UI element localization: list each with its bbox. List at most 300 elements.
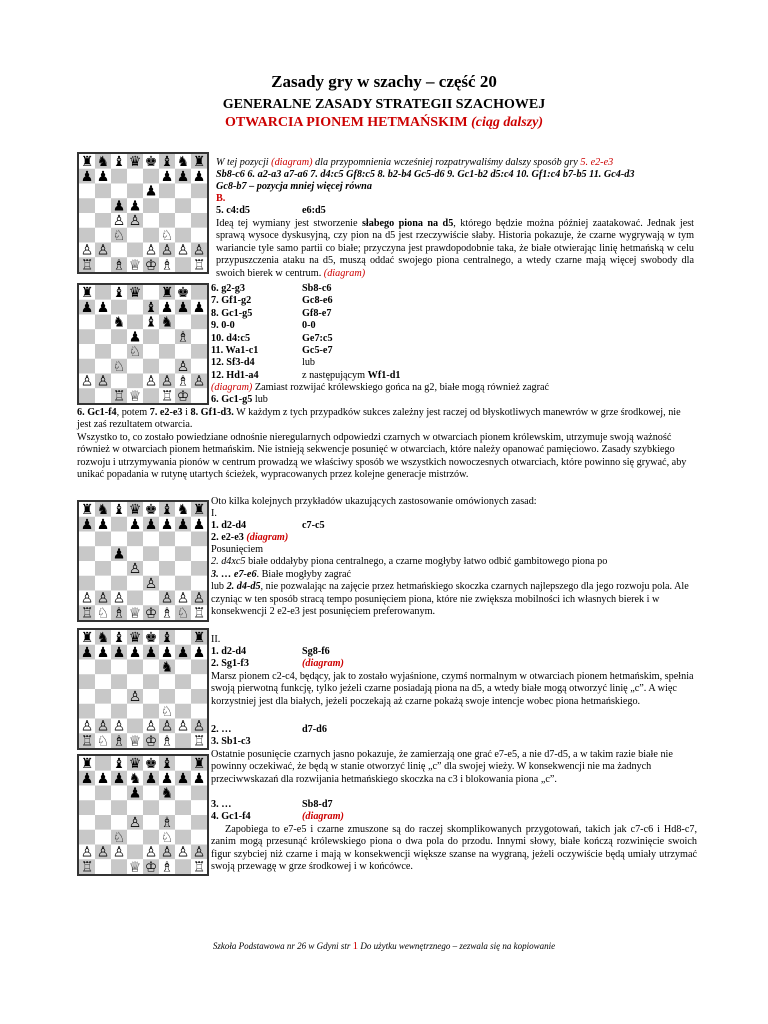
board-square xyxy=(175,830,191,845)
board-square xyxy=(143,344,159,359)
black-pawn-icon: ♟ xyxy=(160,644,174,661)
board-square xyxy=(95,285,111,300)
board-square xyxy=(143,815,159,830)
white-knight-icon: ♘ xyxy=(112,829,126,846)
white-pawn-icon: ♙ xyxy=(80,242,94,259)
black-knight-icon: ♞ xyxy=(160,785,174,802)
black-queen-icon: ♛ xyxy=(128,502,142,519)
black-pawn-icon: ♟ xyxy=(160,516,174,533)
black-pawn-icon: ♟ xyxy=(80,299,94,316)
black-pawn-icon: ♟ xyxy=(96,168,110,185)
black-rook-icon: ♜ xyxy=(192,502,206,519)
board-square xyxy=(95,756,111,771)
ex1-text: Posunięciem 2. d4xc5 białe oddałyby piona centralnego, a czarne mogłyby łatwo odbić gambitowego piona po 3. … e7-e6. Białe mogłyby zagrać lub 2. d4-d5, nie pozwalając na zajęcie przez hetmańskiego skoczka czarnych najlepszego dla jego rozwoju pola. Ale czyniąc w ten sposób stracą tempo posunięciem piona, które nie zwiększa mobilności ich własnych bierek i w konsekwencji 2 e2-e3 jest posunięciem preferowanym. xyxy=(211,544,689,618)
board-square xyxy=(191,388,207,403)
board-square xyxy=(191,561,207,576)
white-bishop-icon: ♗ xyxy=(112,257,126,272)
black-bishop-icon: ♝ xyxy=(112,630,126,647)
board-square xyxy=(127,315,143,330)
board-square xyxy=(143,213,159,228)
white-pawn-icon: ♙ xyxy=(192,718,206,735)
white-rook-icon: ♖ xyxy=(80,605,94,620)
board-square xyxy=(95,213,111,228)
black-pawn-icon: ♟ xyxy=(192,644,206,661)
black-pawn-icon: ♟ xyxy=(144,183,158,200)
black-bishop-icon: ♝ xyxy=(112,502,126,519)
black-queen-icon: ♛ xyxy=(128,756,142,773)
white-pawn-icon: ♙ xyxy=(80,844,94,861)
ex2-move-2-dots: 2. … xyxy=(211,724,232,735)
board-square xyxy=(111,169,127,184)
black-bishop-icon: ♝ xyxy=(160,154,174,171)
board-square xyxy=(159,344,175,359)
board-square xyxy=(143,800,159,815)
white-pawn-icon: ♙ xyxy=(192,242,206,259)
move-white: 6. g2-g3 xyxy=(211,283,245,294)
board-square xyxy=(95,704,111,719)
move-5-black: e6:d5 xyxy=(302,205,326,216)
board-square xyxy=(79,359,95,374)
board-square xyxy=(143,704,159,719)
white-knight-icon: ♘ xyxy=(176,605,190,620)
board-square xyxy=(191,786,207,801)
board-square xyxy=(111,859,127,874)
black-queen-icon: ♛ xyxy=(128,285,142,302)
white-rook-icon: ♖ xyxy=(80,257,94,272)
board-square xyxy=(127,228,143,243)
board-square xyxy=(159,576,175,591)
board-square xyxy=(191,315,207,330)
board-square xyxy=(111,517,127,532)
board-square xyxy=(175,689,191,704)
examples-intro: Oto kilka kolejnych przykładów ukazujących zastosowanie omówionych zasad: xyxy=(211,496,537,507)
board-square xyxy=(159,198,175,213)
black-pawn-icon: ♟ xyxy=(144,516,158,533)
board-square xyxy=(95,859,111,874)
white-knight-icon: ♘ xyxy=(112,358,126,375)
board-square xyxy=(95,388,111,403)
black-pawn-icon: ♟ xyxy=(80,516,94,533)
board-svg xyxy=(79,630,207,748)
black-rook-icon: ♜ xyxy=(80,154,94,171)
board-square xyxy=(143,591,159,606)
board-square xyxy=(191,184,207,199)
board-square xyxy=(191,546,207,561)
move-12-alt-black: z następującym Wf1-d1 xyxy=(302,370,401,381)
white-rook-icon: ♖ xyxy=(192,733,206,748)
white-pawn-icon: ♙ xyxy=(112,718,126,735)
move-12-alt-white: 12. Hd1-a4 xyxy=(211,370,259,381)
black-pawn-icon: ♟ xyxy=(96,299,110,316)
board-square xyxy=(79,576,95,591)
board-square xyxy=(95,344,111,359)
board-square xyxy=(191,660,207,675)
board-square xyxy=(159,184,175,199)
white-king-icon: ♔ xyxy=(176,388,190,403)
board-square xyxy=(175,859,191,874)
black-rook-icon: ♜ xyxy=(80,502,94,519)
black-pawn-icon: ♟ xyxy=(80,644,94,661)
board-square xyxy=(191,285,207,300)
board-square xyxy=(143,359,159,374)
board-square xyxy=(127,591,143,606)
white-pawn-icon: ♙ xyxy=(160,844,174,861)
move-black: 0-0 xyxy=(302,320,316,332)
board-square xyxy=(191,532,207,547)
board-square xyxy=(79,213,95,228)
white-pawn-icon: ♙ xyxy=(96,590,110,607)
board-square xyxy=(127,300,143,315)
white-pawn-icon: ♙ xyxy=(144,575,158,592)
variant-label: B. xyxy=(216,193,226,204)
white-queen-icon: ♕ xyxy=(128,733,142,748)
white-rook-icon: ♖ xyxy=(192,605,206,620)
board-square xyxy=(159,329,175,344)
black-bishop-icon: ♝ xyxy=(160,630,174,647)
board-svg xyxy=(79,154,207,272)
black-pawn-icon: ♟ xyxy=(112,770,126,787)
board-square xyxy=(175,800,191,815)
board-square xyxy=(95,660,111,675)
board-square xyxy=(175,184,191,199)
board-square xyxy=(191,213,207,228)
white-pawn-icon: ♙ xyxy=(144,844,158,861)
board-square xyxy=(111,704,127,719)
white-bishop-icon: ♗ xyxy=(112,605,126,620)
white-pawn-icon: ♙ xyxy=(96,844,110,861)
white-rook-icon: ♖ xyxy=(160,388,174,403)
board-square xyxy=(79,228,95,243)
board-square xyxy=(143,169,159,184)
black-rook-icon: ♜ xyxy=(192,154,206,171)
board-square xyxy=(95,329,111,344)
ex2-paragraph-3: Zapobiega to e7-e5 i czarne zmuszone są do raczej skomplikowanych przygotowań, takich jak c7-c6 i Hd8-c7, zanim mogą przesunąć królewskiego piona o dwa pola do przodu. Innymi słowy, białe kończą rozwinięcie swoich figur szybciej niż czarne i mają w konsekwencji większe szanse na wygraną, jeżeli oczywiście będą umiały utrzymać swoją przewagę w grze środkowej i w końcówce. xyxy=(211,824,697,873)
black-pawn-icon: ♟ xyxy=(96,516,110,533)
white-pawn-icon: ♙ xyxy=(128,561,142,578)
white-rook-icon: ♖ xyxy=(192,859,206,874)
paragraph-weak-pawn: Ideą tej wymiany jest stworzenie słabego piona na d5, którego będzie można później zaatakować. Jednak jest sprawą wysoce dyskusyjną, czy pion na d5 jest rzeczywiście słaby. Historia pokazuje, że czarne wygrywają w tym wariancie tyle samo partii co białe; przyczyna jest prawdopodobnie taka, że białe otwierając linię hetmańską w celu przypuszczenia ataku na d5, muszą oddać swojego piona centralnego, a wtedy czarne mają więcej swobody dla swoich bierek w centrum. (diagram) xyxy=(216,218,695,279)
black-rook-icon: ♜ xyxy=(80,630,94,647)
white-bishop-icon: ♗ xyxy=(160,733,174,748)
board-square xyxy=(175,815,191,830)
board-square xyxy=(191,674,207,689)
black-bishop-icon: ♝ xyxy=(112,756,126,773)
white-king-icon: ♔ xyxy=(144,733,158,748)
board-square xyxy=(127,719,143,734)
chess-diagram-2 xyxy=(77,283,209,405)
board-square xyxy=(95,830,111,845)
black-knight-icon: ♞ xyxy=(96,630,110,647)
board-square xyxy=(143,388,159,403)
board-square xyxy=(127,546,143,561)
ex2-paragraph-1: Marsz pionem c2-c4, będący, jak to zostało wyjaśnione, czymś normalnym w otwarciach pionem hetmańskim, spełnia swoją pierwotną funkcję, tylko jeżeli czarne posiadają piona na d5, a wtedy białe mogą otworzyć linię „c”. A więc korzystniej jest dla białych, jeżeli poczekają aż czarne pokażą swoje intencje wobec piona hetmańskiego. xyxy=(211,671,694,707)
board-svg xyxy=(79,756,207,874)
black-pawn-icon: ♟ xyxy=(112,198,126,215)
white-pawn-icon: ♙ xyxy=(144,718,158,735)
summary-paragraph: Wszystko to, co zostało powiedziane odnośnie nieregularnych odpowiedzi czarnych w otwarciach pionem królewskim, utrzymuje swoją ważność również w otwarciach pionem hetmańskim. Nie istnieją sekwencje posunięć w otwarciach, które należy opanować pamięciowo. Zasady szybkiego rozwoju i utrzymywania pionów w centrum prowadzą we właściwy sposób we wszystkich nowoczesnych otwarciach, które powinno się grywać, aby unikać popadania w rutynę utartych ścieżek, wypracowanych przez kolejne generacje mistrzów. xyxy=(77,432,687,481)
black-pawn-icon: ♟ xyxy=(176,516,190,533)
black-knight-icon: ♞ xyxy=(176,502,190,519)
board-square xyxy=(79,786,95,801)
board-square xyxy=(79,674,95,689)
ex2-move-1-black: Sg8-f6 xyxy=(302,646,330,657)
black-knight-icon: ♞ xyxy=(160,659,174,676)
black-pawn-icon: ♟ xyxy=(176,770,190,787)
board-square xyxy=(95,184,111,199)
board-square xyxy=(111,800,127,815)
board-square xyxy=(127,374,143,389)
white-pawn-icon: ♙ xyxy=(80,718,94,735)
white-pawn-icon: ♙ xyxy=(192,844,206,861)
move-black: Ge7:c5 xyxy=(302,332,333,344)
black-pawn-icon: ♟ xyxy=(80,168,94,185)
white-pawn-icon: ♙ xyxy=(176,242,190,259)
board-square xyxy=(191,800,207,815)
black-pawn-icon: ♟ xyxy=(176,644,190,661)
board-square xyxy=(143,329,159,344)
board-square xyxy=(191,329,207,344)
white-knight-icon: ♘ xyxy=(112,227,126,244)
white-pawn-icon: ♙ xyxy=(96,718,110,735)
board-square xyxy=(79,704,95,719)
black-pawn-icon: ♟ xyxy=(96,644,110,661)
white-queen-icon: ♕ xyxy=(128,257,142,272)
board-square xyxy=(111,329,127,344)
ex2-move-4-white: 4. Gc1-f4 xyxy=(211,811,251,822)
board-square xyxy=(127,532,143,547)
white-king-icon: ♔ xyxy=(144,605,158,620)
intro-text: W tej pozycji (diagram) dla przypomnienia wcześniej rozpatrywaliśmy dalszy sposób gry 5. e2-e3 xyxy=(216,157,614,168)
board-square xyxy=(175,213,191,228)
black-bishop-icon: ♝ xyxy=(160,502,174,519)
black-knight-icon: ♞ xyxy=(128,770,142,787)
white-bishop-icon: ♗ xyxy=(160,257,174,272)
board-square xyxy=(175,198,191,213)
board-square xyxy=(159,546,175,561)
board-square xyxy=(111,374,127,389)
variation-line: Sb8-c6 6. a2-a3 a7-a6 7. d4:c5 Gf8:c5 8. b2-b4 Gc5-d6 9. Gc1-b2 d5:c4 10. Gf1:c4 b7-b5 11. Gc4-d3 xyxy=(216,169,635,180)
board-square xyxy=(191,228,207,243)
board-square xyxy=(111,561,127,576)
white-pawn-icon: ♙ xyxy=(176,844,190,861)
section-paren: (ciąg dalszy) xyxy=(471,115,544,130)
board-square xyxy=(175,674,191,689)
board-square xyxy=(175,786,191,801)
board-square xyxy=(95,198,111,213)
board-square xyxy=(111,532,127,547)
alt-development-text: (diagram) Zamiast rozwijać królewskiego gońca na g2, białe mogą również zagrać xyxy=(211,382,550,393)
ex2-diagram-ref: (diagram) xyxy=(302,658,344,669)
black-pawn-icon: ♟ xyxy=(176,299,190,316)
white-pawn-icon: ♙ xyxy=(112,844,126,861)
white-knight-icon: ♘ xyxy=(96,605,110,620)
board-square xyxy=(143,561,159,576)
move-black: Gf8-e7 xyxy=(302,307,332,319)
black-king-icon: ♚ xyxy=(144,756,158,773)
white-bishop-icon: ♗ xyxy=(160,815,174,832)
white-pawn-icon: ♙ xyxy=(112,590,126,607)
board-square xyxy=(95,815,111,830)
example-2-number: II. xyxy=(211,634,221,645)
move-white: 10. d4:c5 xyxy=(211,332,251,344)
white-pawn-icon: ♙ xyxy=(160,590,174,607)
white-queen-icon: ♕ xyxy=(128,859,142,874)
board-square xyxy=(79,315,95,330)
black-pawn-icon: ♟ xyxy=(80,770,94,787)
ex1-move-1-black: c7-c5 xyxy=(302,520,325,531)
board-square xyxy=(111,576,127,591)
black-pawn-icon: ♟ xyxy=(96,770,110,787)
ex2-move-2-white: 2. Sg1-f3 xyxy=(211,658,249,669)
board-square xyxy=(143,532,159,547)
board-square xyxy=(159,359,175,374)
board-square xyxy=(95,257,111,272)
black-rook-icon: ♜ xyxy=(192,756,206,773)
ex2-move-3-white: 3. Sb1-c3 xyxy=(211,736,251,747)
black-knight-icon: ♞ xyxy=(112,314,126,331)
board-square xyxy=(159,800,175,815)
white-bishop-icon: ♗ xyxy=(160,605,174,620)
board-square xyxy=(95,576,111,591)
black-pawn-icon: ♟ xyxy=(160,770,174,787)
board-square xyxy=(175,546,191,561)
move-white: 12. Sf3-d4 xyxy=(211,357,255,369)
board-square xyxy=(111,660,127,675)
white-pawn-icon: ♙ xyxy=(160,373,174,390)
white-pawn-icon: ♙ xyxy=(128,213,142,230)
white-pawn-icon: ♙ xyxy=(176,590,190,607)
white-bishop-icon: ♗ xyxy=(176,329,190,346)
board-square xyxy=(191,689,207,704)
move-white: 9. 0-0 xyxy=(211,320,235,332)
black-pawn-icon: ♟ xyxy=(112,546,126,563)
white-king-icon: ♔ xyxy=(144,859,158,874)
white-pawn-icon: ♙ xyxy=(144,373,158,390)
board-square xyxy=(175,704,191,719)
black-rook-icon: ♜ xyxy=(80,285,94,302)
board-square xyxy=(79,689,95,704)
white-pawn-icon: ♙ xyxy=(176,358,190,375)
black-rook-icon: ♜ xyxy=(160,285,174,302)
move-5-white: 5. c4:d5 xyxy=(216,205,250,216)
board-square xyxy=(127,184,143,199)
white-pawn-icon: ♙ xyxy=(128,815,142,832)
white-king-icon: ♔ xyxy=(144,257,158,272)
white-pawn-icon: ♙ xyxy=(144,242,158,259)
black-king-icon: ♚ xyxy=(144,630,158,647)
board-square xyxy=(79,184,95,199)
board-square xyxy=(191,830,207,845)
board-square xyxy=(143,830,159,845)
board-square xyxy=(159,561,175,576)
white-knight-icon: ♘ xyxy=(160,829,174,846)
white-bishop-icon: ♗ xyxy=(176,373,190,390)
black-pawn-icon: ♟ xyxy=(128,198,142,215)
board-square xyxy=(79,546,95,561)
board-square xyxy=(143,198,159,213)
black-knight-icon: ♞ xyxy=(160,314,174,331)
board-square xyxy=(159,674,175,689)
board-square xyxy=(175,315,191,330)
board-square xyxy=(95,561,111,576)
board-square xyxy=(127,243,143,258)
board-square xyxy=(175,576,191,591)
board-square xyxy=(159,532,175,547)
board-square xyxy=(79,561,95,576)
board-square xyxy=(127,704,143,719)
black-pawn-icon: ♟ xyxy=(112,644,126,661)
board-square xyxy=(175,532,191,547)
white-pawn-icon: ♙ xyxy=(96,242,110,259)
black-king-icon: ♚ xyxy=(176,285,190,302)
section-name: OTWARCIA PIONEM HETMAŃSKIM xyxy=(224,115,468,130)
board-svg xyxy=(79,502,207,620)
board-square xyxy=(95,546,111,561)
black-knight-icon: ♞ xyxy=(176,154,190,171)
ex2-move-3-black: Sb8-d7 xyxy=(302,799,333,810)
board-square xyxy=(191,344,207,359)
ex2-diagram-ref-2: (diagram) xyxy=(302,811,344,822)
board-square xyxy=(175,756,191,771)
alt-moves-paragraph: 6. Gc1-f4, potem 7. e2-e3 i 8. Gf1-d3. W każdym z tych przypadków sukces zależny jest raczej od błyskotliwych manewrów w grze środkowej, nie jest zaś rezultatem otwarcia. xyxy=(77,407,681,431)
board-square xyxy=(175,561,191,576)
board-square xyxy=(143,660,159,675)
black-knight-icon: ♞ xyxy=(96,154,110,171)
move-black: Gc5-e7 xyxy=(302,345,333,356)
ex2-move-2-black: d7-d6 xyxy=(302,724,327,735)
black-bishop-icon: ♝ xyxy=(144,314,158,331)
board-square xyxy=(79,329,95,344)
board-square xyxy=(127,845,143,860)
board-square xyxy=(127,576,143,591)
board-square xyxy=(111,243,127,258)
board-square xyxy=(79,388,95,403)
black-pawn-icon: ♟ xyxy=(160,299,174,316)
white-knight-icon: ♘ xyxy=(160,227,174,244)
move-6-alt: 6. Gc1-g5 lub xyxy=(211,394,268,405)
black-pawn-icon: ♟ xyxy=(192,168,206,185)
board-square xyxy=(175,228,191,243)
white-pawn-icon: ♙ xyxy=(192,590,206,607)
black-pawn-icon: ♟ xyxy=(176,168,190,185)
white-pawn-icon: ♙ xyxy=(96,373,110,390)
black-pawn-icon: ♟ xyxy=(144,644,158,661)
board-square xyxy=(191,576,207,591)
footer: Szkoła Podstawowa nr 26 w Gdyni str 1 Do użytku wewnętrznego – zezwala się na kopiowanie xyxy=(212,940,556,952)
board-square xyxy=(79,344,95,359)
white-pawn-icon: ♙ xyxy=(160,242,174,259)
board-svg xyxy=(79,285,207,403)
black-pawn-icon: ♟ xyxy=(128,785,142,802)
ex1-move-1-white: 1. d2-d4 xyxy=(211,520,247,531)
move-white: 7. Gf1-g2 xyxy=(211,295,252,307)
chess-diagram-4 xyxy=(77,628,209,750)
board-square xyxy=(143,674,159,689)
black-queen-icon: ♛ xyxy=(128,154,142,171)
black-knight-icon: ♞ xyxy=(96,502,110,519)
board-square xyxy=(143,546,159,561)
black-pawn-icon: ♟ xyxy=(192,770,206,787)
board-square xyxy=(143,285,159,300)
black-king-icon: ♚ xyxy=(144,154,158,171)
black-pawn-icon: ♟ xyxy=(192,516,206,533)
variation-line-end: Gc8-b7 – pozycja mniej więcej równa xyxy=(216,181,372,192)
board-square xyxy=(95,786,111,801)
black-king-icon: ♚ xyxy=(144,502,158,519)
board-square xyxy=(127,830,143,845)
board-square xyxy=(191,359,207,374)
board-square xyxy=(79,815,95,830)
